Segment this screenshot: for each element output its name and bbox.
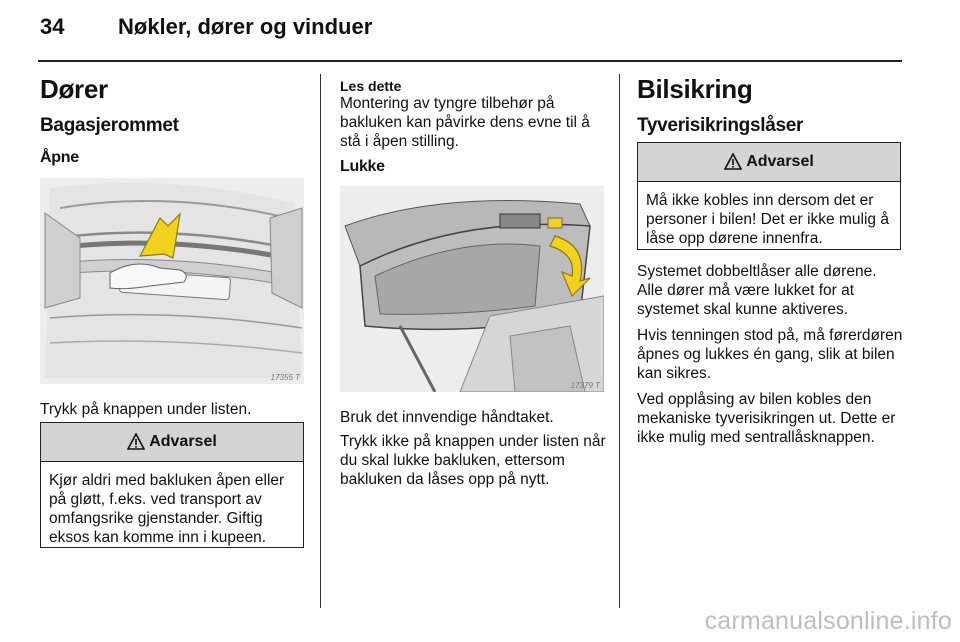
warning-triangle-icon [127,433,145,451]
tailgate-open-illustration [40,178,304,384]
column-divider-1 [320,74,321,608]
figure-code: 17379 T [570,381,600,390]
section-heading-bilsikring: Bilsikring [637,74,753,104]
subsection-heading-tyverisikringslaser: Tyverisikringslåser [637,115,804,136]
header-rule [38,60,902,62]
page-number: 34 [40,14,65,39]
warning-header [41,423,303,462]
warning-text: Må ikke kobles inn dersom det er personer i bilen! Det er ikke mulig å låse opp dørene innenfra. [646,192,889,247]
chapter-title: Nøkler, dører og vinduer [118,14,373,39]
paragraph-dobbeltlaser [637,262,905,454]
text-bruk-handtaket: Bruk det innvendige håndtaket. [340,409,554,426]
paragraph-3: Ved opplåsing av bilen kobles den mekaniske tyverisikringen ut. Dette er ikke mulig med sentrallåsknappen. [637,391,896,446]
note-title: Les dette [340,78,402,94]
figure-tailgate-open [40,178,304,384]
column-divider-2 [619,74,620,608]
paragraph-1: Systemet dobbeltlåser alle dørene. Alle dører må være lukket for at systemet skal kunne aktiveres. [637,263,877,318]
watermark: carmanualsonline.info [704,607,952,635]
subsection-heading-bagasjerommet: Bagasjerommet [40,115,179,136]
subheading-lukke: Lukke [340,158,385,175]
figure-code: 17355 T [270,373,300,382]
section-heading-dorer: Dører [40,74,108,104]
text-trykk-pa-knappen: Trykk på knappen under listen. [40,401,252,418]
warning-box-1 [40,422,304,548]
tailgate-close-illustration [340,186,604,392]
text-trykk-ikke: Trykk ikke på knappen under listen når du skal lukke bakluken, ettersom bakluken da låses opp på nytt. [340,433,606,488]
subheading-apne: Åpne [40,149,79,166]
warning-triangle-icon [724,153,742,171]
paragraph-2: Hvis tenningen stod på, må førerdøren åpnes og lukkes én gang, slik at bilen kan sikres. [637,327,903,382]
figure-tailgate-close [340,186,604,392]
warning-title: Advarsel [149,433,217,450]
note-body: Montering av tyngre tilbehør på bakluken kan påvirke dens evne til å stå i åpen stilling. [340,95,590,150]
warning-header [638,143,900,182]
warning-box-2 [637,142,901,250]
warning-title: Advarsel [746,153,814,170]
warning-text: Kjør aldri med bakluken åpen eller på gløtt, f.eks. ved transport av omfangsrike gjenstander. Giftig eksos kan komme inn i kupeen. [49,472,285,546]
